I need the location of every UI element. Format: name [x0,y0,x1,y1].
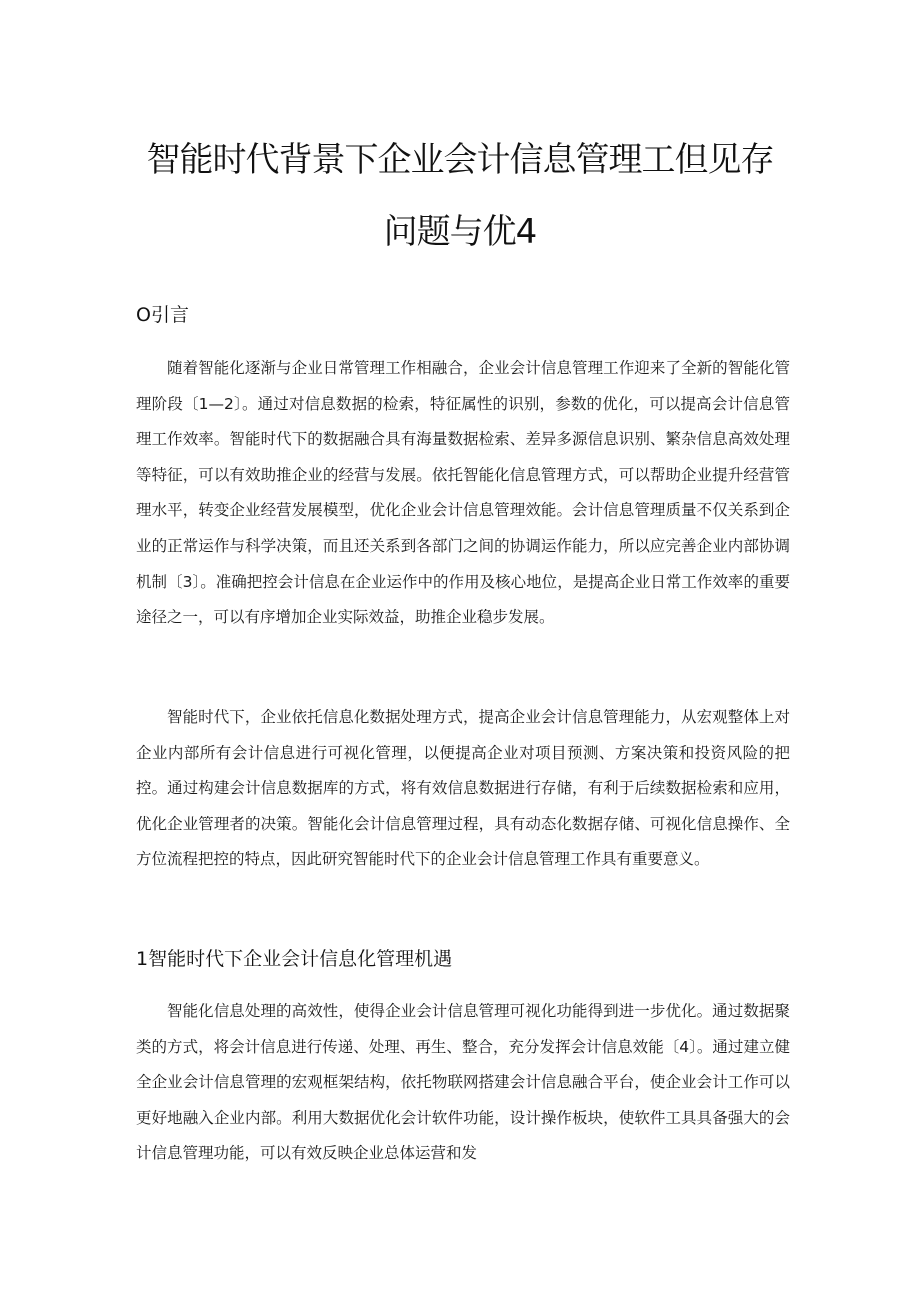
document-title-line-1: 智能时代背景下企业会计信息管理工但见存 [146,140,774,180]
section-1-paragraph-1: 智能化信息处理的高效性，使得企业会计信息管理可视化功能得到进一步优化。通过数据聚类的方式，将会计信息进行传递、处理、再生、整合，充分发挥会计信息效能〔4〕。通过建立健全企业会计信息管理的宏观框架结构，依托物联网搭建会计信息融合平台，使企业会计工作可以更好地融入企业内部。利用大数据优化会计软件功能，设计操作板块，使软件工具具备强大的会计信息管理功能，可以有效反映企业总体运营和发 [136,1002,790,1163]
intro-paragraph-2: 智能时代下，企业依托信息化数据处理方式，提高企业会计信息管理能力，从宏观整体上对企业内部所有会计信息进行可视化管理，以便提高企业对项目预测、方案决策和投资风险的把控。通过构建会计信息数据库的方式，将有效信息数据进行存储，有利于后续数据检索和应用，优化企业管理者的决策。智能化会计信息管理过程，具有动态化数据存储、可视化信息操作、全方位流程把控的特点，因此研究智能时代下的企业会计信息管理工作具有重要意义。 [136,708,790,869]
document-title-line-2: 问题与优4 [383,212,537,252]
section-1-heading: 1智能时代下企业会计信息化管理机遇 [136,948,453,970]
intro-heading: O引言 [136,304,189,326]
intro-paragraph-1: 随着智能化逐渐与企业日常管理工作相融合，企业会计信息管理工作迎来了全新的智能化管理阶段〔1—2〕。通过对信息数据的检索，特征属性的识别，参数的优化，可以提高会计信息管理工作效率。智能时代下的数据融合具有海量数据检索、差异多源信息识别、繁杂信息高效处理等特征，可以有效助推企业的经营与发展。依托智能化信息管理方式，可以帮助企业提升经营管理水平，转变企业经营发展模型，优化企业会计信息管理效能。会计信息管理质量不仅关系到企业的正常运作与科学决策，而且还关系到各部门之间的协调运作能力，所以应完善企业内部协调机制〔3〕。准确把控会计信息在企业运作中的作用及核心地位，是提高企业日常工作效率的重要途径之一，可以有序增加企业实际效益，助推企业稳步发展。 [136,359,790,627]
